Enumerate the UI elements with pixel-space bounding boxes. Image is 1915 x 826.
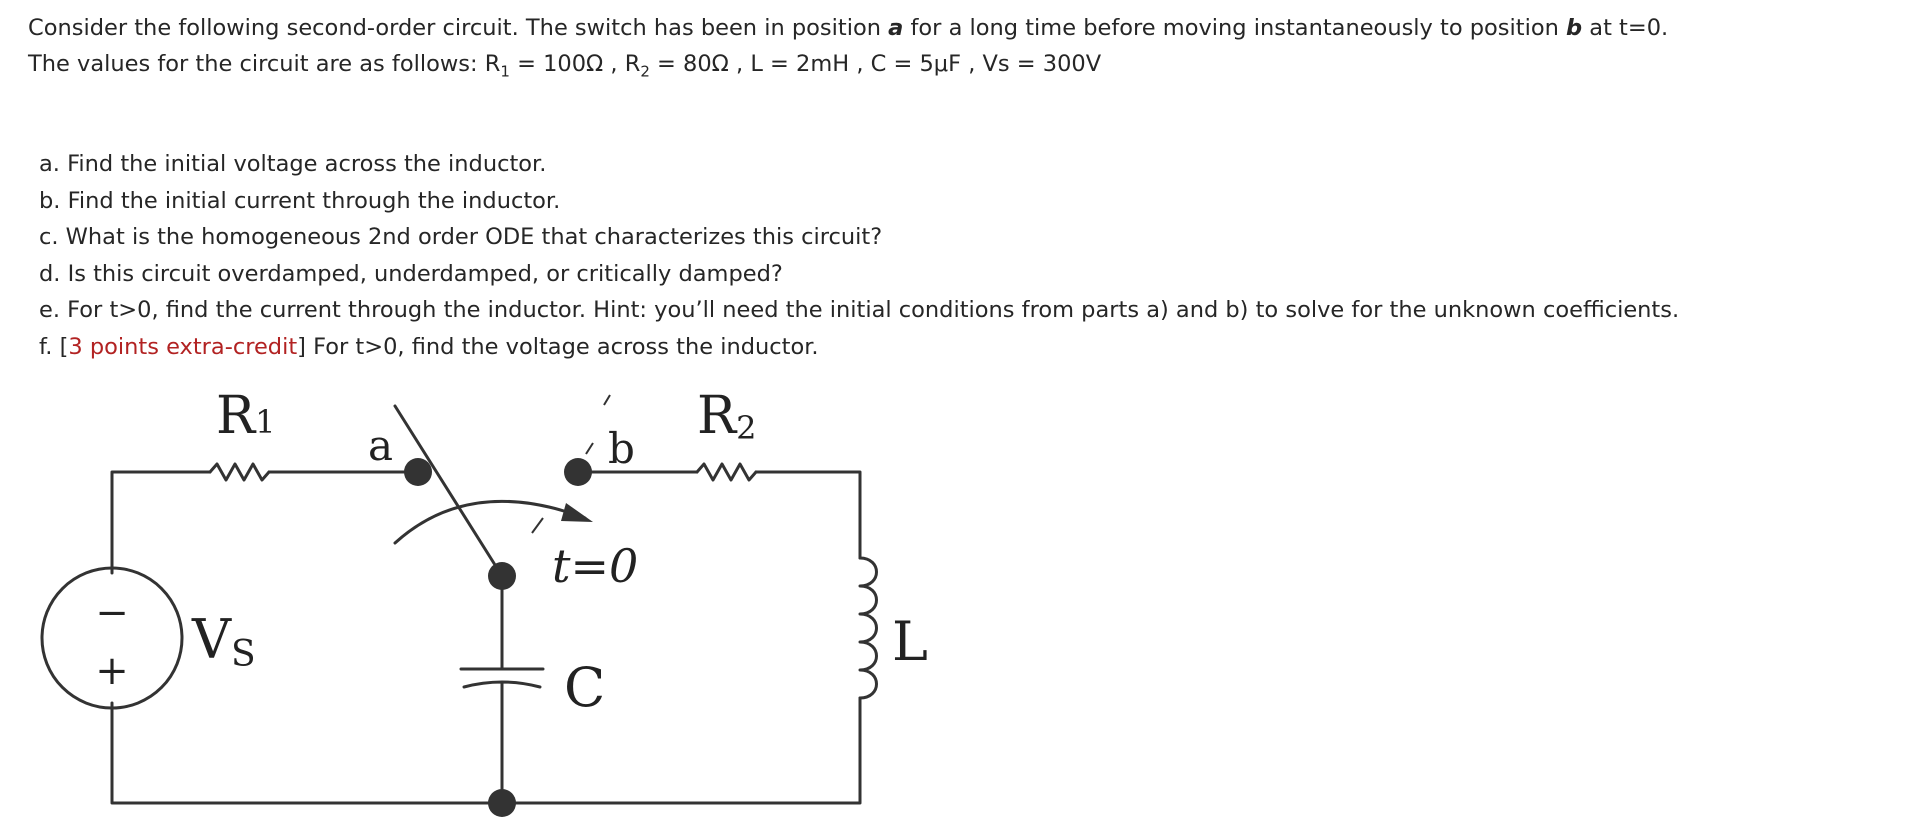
position-a-label: a [888, 15, 904, 41]
resistor-r2 [697, 464, 756, 480]
resistor-r1 [210, 464, 269, 480]
position-b-label: b [1566, 15, 1583, 41]
contact-a-dot [404, 458, 432, 486]
switch-arc [395, 501, 585, 543]
ground-node-dot [488, 789, 516, 817]
switch-pivot-dot [488, 562, 516, 590]
vs-plus-sign: + [95, 648, 129, 694]
question-a: a. Find the initial voltage across the inductor. [39, 151, 547, 177]
switch-time-label: t=0 [552, 539, 639, 593]
problem-text: at t=0. [1582, 15, 1669, 41]
node-b-label: b [608, 424, 635, 473]
problem-text: Consider the following second-order circuit. The switch has been in position [28, 15, 889, 41]
switch-blade [395, 406, 502, 576]
wire-left [112, 472, 210, 573]
contact-b-dot [564, 458, 592, 486]
node-a-label: a [368, 421, 394, 470]
vs-minus-sign: − [95, 590, 129, 636]
problem-text: for a long time before moving instantaneously to position [903, 15, 1567, 41]
switch-arrowhead [561, 503, 593, 522]
vs-label: VS [192, 608, 256, 675]
wire-l-bottom [112, 698, 860, 803]
capacitor-label: C [564, 656, 606, 719]
r2-value-subscript: 2 [640, 62, 650, 81]
question-b: b. Find the initial current through the inductor. [39, 187, 561, 214]
question-c: c. What is the homogeneous 2nd order ODE that characterizes this circuit? [39, 224, 883, 250]
r2-label: R2 [697, 386, 757, 447]
values-intro: The values for the circuit are as follows: [28, 51, 485, 77]
r1-value: = 100Ω , [509, 51, 625, 77]
r1-value-symbol: R [484, 51, 501, 77]
wire-r2-to-l [756, 472, 860, 558]
extra-credit-note: 3 points extra-credit [68, 333, 298, 360]
question-f-prefix: f. [ [39, 333, 69, 360]
question-f-text: ] For t>0, find the voltage across the inductor. [297, 333, 819, 360]
question-d: d. Is this circuit overdamped, underdamped, or critically damped? [39, 260, 783, 287]
r2-value-symbol: R [624, 51, 641, 77]
r1-label: R1 [216, 386, 276, 446]
capacitor-c [461, 669, 543, 803]
inductor-l [860, 558, 877, 698]
inductor-label: L [892, 610, 928, 673]
question-e: e. For t>0, find the current through the inductor. Hint: you’ll need the initial conditions from parts a) and b) to solve for the unknown coefficients. [39, 297, 1680, 323]
r2-and-other-values: = 80Ω , L = 2mH , C = 5μF , Vs = 300V [649, 51, 1102, 77]
r1-value-subscript: 1 [500, 62, 510, 81]
